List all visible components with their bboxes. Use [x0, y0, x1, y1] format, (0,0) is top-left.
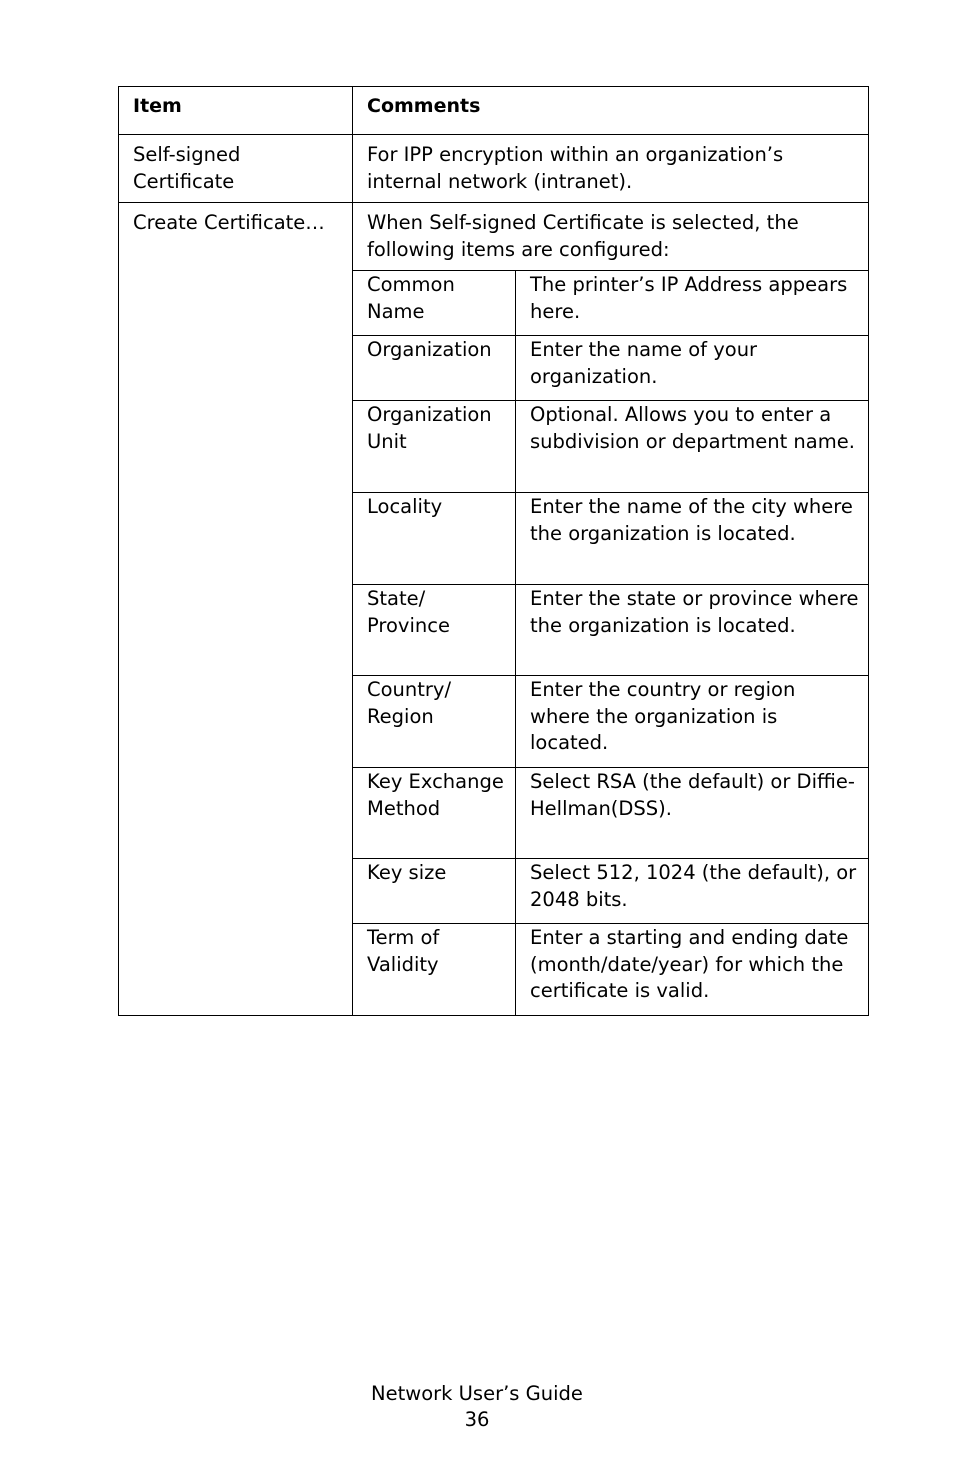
sub-item-description: The printer’s IP Address appears here. [516, 271, 869, 336]
sub-item-description: Enter the state or province where the organization is located. [516, 585, 869, 676]
comment-self-signed: For IPP encryption within an organization’s internal network (intranet). [353, 135, 869, 203]
item-create-certificate: Create Certificate… [119, 203, 353, 1016]
page-footer [0, 1381, 954, 1433]
sub-item-name: Common Name [353, 271, 516, 336]
sub-item-description: Enter a starting and ending date (month/date/year) for which the certificate is valid. [516, 924, 869, 1016]
sub-item-name: Locality [353, 493, 516, 585]
table-row [119, 135, 869, 203]
sub-item-description: Optional. Allows you to enter a subdivision or department name. [516, 401, 869, 493]
sub-item-description: Select RSA (the default) or Diffie-Hellman(DSS). [516, 768, 869, 859]
sub-item-description: Select 512, 1024 (the default), or 2048 bits. [516, 859, 869, 924]
sub-item-name: Organization Unit [353, 401, 516, 493]
sub-item-description: Enter the name of your organization. [516, 336, 869, 401]
sub-item-name: Key size [353, 859, 516, 924]
sub-item-name: Organization [353, 336, 516, 401]
sub-item-name: State/ Province [353, 585, 516, 676]
sub-item-name: Country/ Region [353, 676, 516, 768]
table-header-row [119, 87, 869, 135]
item-self-signed: Self-signed Certificate [119, 135, 353, 203]
page-number: 36 [464, 1408, 490, 1431]
header-item: Item [119, 87, 353, 135]
sub-item-description: Enter the country or region where the organization is located. [516, 676, 869, 768]
sub-item-name: Key Exchange Method [353, 768, 516, 859]
sub-item-name: Term of Validity [353, 924, 516, 1016]
footer-title: Network User’s Guide [371, 1382, 583, 1405]
certificate-settings-table [118, 86, 869, 1016]
sub-item-description: Enter the name of the city where the organization is located. [516, 493, 869, 585]
comment-create-certificate: When Self-signed Certificate is selected, the following items are configured: [353, 203, 869, 271]
header-comments: Comments [353, 87, 869, 135]
table-row [119, 203, 869, 271]
